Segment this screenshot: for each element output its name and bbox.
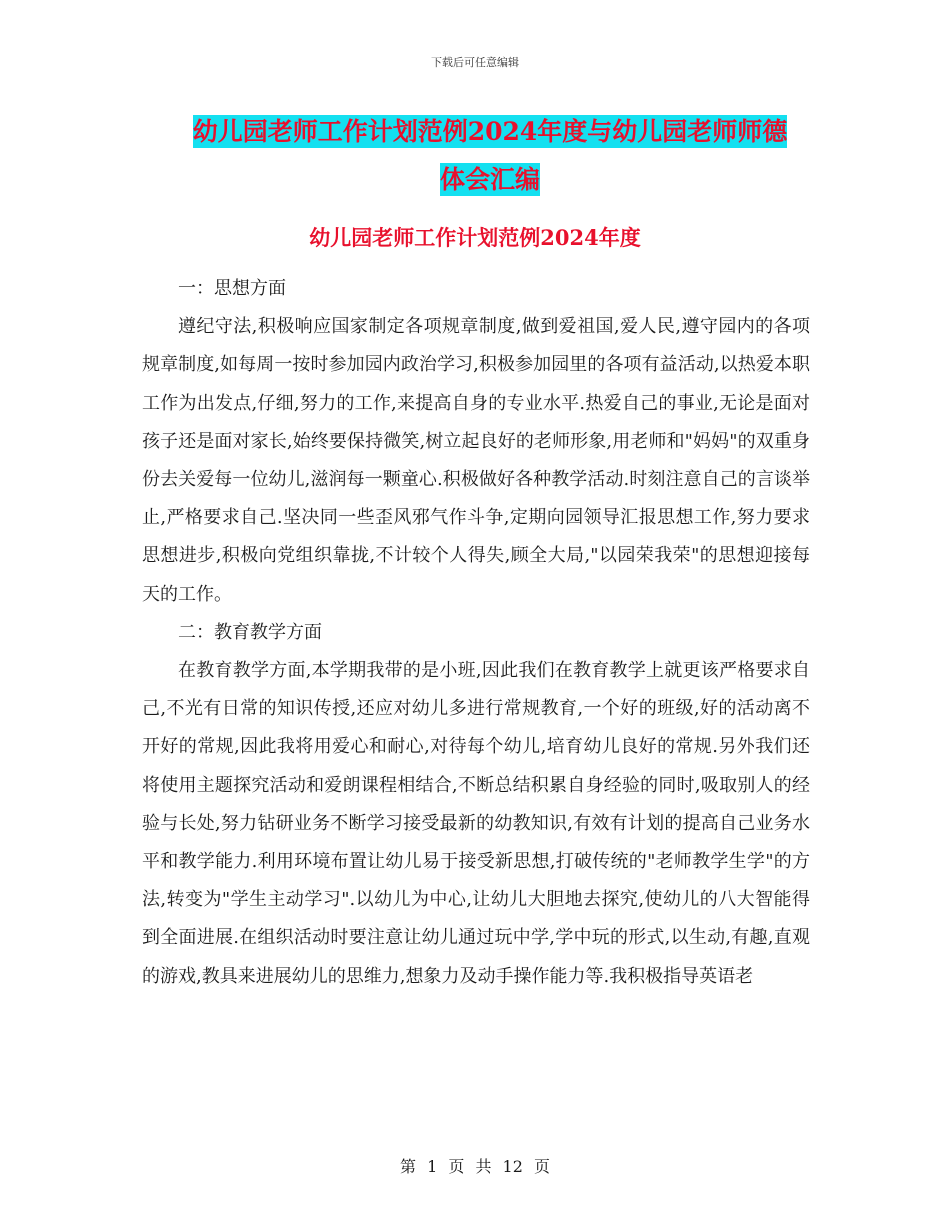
header-note: 下载后可任意编辑 xyxy=(431,56,519,69)
section-title: 幼儿园老师工作计划范例2024年度 xyxy=(309,225,641,250)
document-title-line-1: 幼儿园老师工作计划范例2024年度与幼儿园老师师德 xyxy=(192,117,788,146)
page-footer: 第 1 页 共 12 页 xyxy=(400,1157,550,1176)
paragraph-ideology: 遵纪守法,积极响应国家制定各项规章制度,做到爱祖国,爱人民,遵守园内的各项规章制度,如每周一按时参加园内政治学习,积极参加园里的各项有益活动,以热爱本职工作为出发点,仔细,努力的工作,来提高自身的专业水平.热爱自己的事业,无论是面对孩子还是面对家长,始终要保持微笑,树立起良好的老师形象,用老师和"妈妈"的双重身份去关爱每一位幼儿,滋润每一颗童心.积极做好各种教学活动.时刻注意自己的言谈举止,严格要求自己.坚决同一些歪风邪气作斗争,定期向园领导汇报思想工作,努力要求思想进步,积极向党组织靠拢,不计较个人得失,顾全大局,"以园荣我荣"的思想迎接每天的工作。 xyxy=(142,316,810,605)
paragraph-teaching: 在教育教学方面,本学期我带的是小班,因此我们在教育教学上就更该严格要求自己,不光有日常的知识传授,还应对幼儿多进行常规教育,一个好的班级,好的活动离不开好的常规,因此我将用爱心和耐心,对待每个幼儿,培育幼儿良好的常规.另外我们还将使用主题探究活动和爱朗课程相结合,不断总结积累自身经验的同时,吸取别人的经验与长处,努力钻研业务不断学习接受最新的幼教知识,有效有计划的提高自己业务水平和教学能力.利用环境布置让幼儿易于接受新思想,打破传统的"老师教学生学"的方法,转变为"学生主动学习".以幼儿为中心,让幼儿大胆地去探究,使幼儿的八大智能得到全面进展.在组织活动时要注意让幼儿通过玩中学,学中玩的形式,以生动,有趣,直观的游戏,教具来进展幼儿的思维力,想象力及动手操作能力等.我积极指导英语老 xyxy=(142,660,810,987)
subheading-teaching: 二：教育教学方面 xyxy=(178,621,322,643)
document-title xyxy=(140,108,840,204)
document-title-line-2: 体会汇编 xyxy=(439,165,540,194)
subheading-ideology: 一：思想方面 xyxy=(178,278,286,299)
document-body xyxy=(142,270,810,996)
